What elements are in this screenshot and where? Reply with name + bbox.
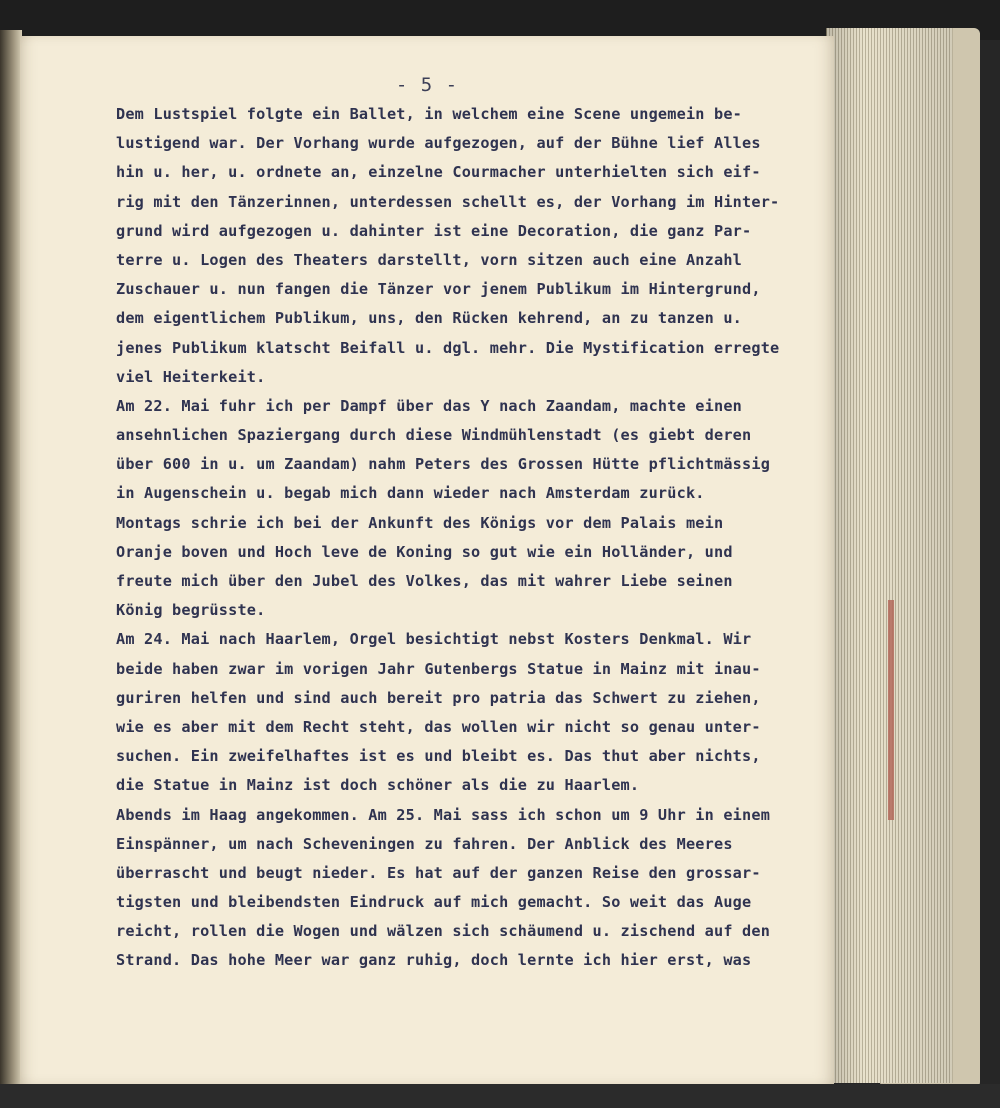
text-line: wie es aber mit dem Recht steht, das wollen wir nicht so genau unter- bbox=[116, 717, 761, 736]
page-stack-shadow bbox=[826, 28, 952, 1083]
text-line: dem eigentlichem Publikum, uns, den Rücken kehrend, an zu tanzen u. bbox=[116, 309, 743, 328]
text-line: überrascht und beugt nieder. Es hat auf der ganzen Reise den grossar- bbox=[116, 863, 761, 882]
bookmark-ribbon bbox=[888, 600, 894, 820]
text-line: Am 24. Mai nach Haarlem, Orgel besichtigt nebst Kosters Denkmal. Wir bbox=[116, 630, 752, 649]
text-line: über 600 in u. um Zaandam) nahm Peters des Grossen Hütte pflichtmässig bbox=[116, 455, 771, 474]
text-line: ansehnlichen Spaziergang durch diese Windmühlenstadt (es giebt deren bbox=[116, 426, 752, 445]
text-line: Abends im Haag angekommen. Am 25. Mai sass ich schon um 9 Uhr in einem bbox=[116, 805, 771, 824]
text-line: in Augenschein u. begab mich dann wieder nach Amsterdam zurück. bbox=[116, 484, 705, 503]
text-line: beide haben zwar im vorigen Jahr Gutenbergs Statue in Mainz mit inau- bbox=[116, 659, 761, 678]
text-line: lustigend war. Der Vorhang wurde aufgezogen, auf der Bühne lief Alles bbox=[116, 134, 761, 153]
background-bottom bbox=[0, 1084, 1000, 1108]
text-line: rig mit den Tänzerinnen, unterdessen schellt es, der Vorhang im Hinter- bbox=[116, 192, 780, 211]
text-line: reicht, rollen die Wogen und wälzen sich schäumend u. zischend auf den bbox=[116, 922, 771, 941]
text-line: die Statue in Mainz ist doch schöner als die zu Haarlem. bbox=[116, 776, 640, 795]
text-line: guriren helfen und sind auch bereit pro patria das Schwert zu ziehen, bbox=[116, 688, 761, 707]
text-line: Zuschauer u. nun fangen die Tänzer vor jenem Publikum im Hintergrund, bbox=[116, 280, 761, 299]
text-line: Oranje boven und Hoch leve de Koning so gut wie ein Holländer, und bbox=[116, 542, 733, 561]
typewritten-page bbox=[20, 36, 834, 1084]
text-line: suchen. Ein zweifelhaftes ist es und bleibt es. Das thut aber nichts, bbox=[116, 747, 761, 766]
text-line: jenes Publikum klatscht Beifall u. dgl. mehr. Die Mystification erregte bbox=[116, 338, 780, 357]
text-line: Einspänner, um nach Scheveningen zu fahren. Der Anblick des Meeres bbox=[116, 834, 733, 853]
text-line: Montags schrie ich bei der Ankunft des Königs vor dem Palais mein bbox=[116, 513, 724, 532]
text-line: grund wird aufgezogen u. dahinter ist eine Decoration, die ganz Par- bbox=[116, 221, 752, 240]
book-spine-left bbox=[0, 30, 22, 1108]
text-line: tigsten und bleibendsten Eindruck auf mich gemacht. So weit das Auge bbox=[116, 893, 752, 912]
text-line: hin u. her, u. ordnete an, einzelne Courmacher unterhielten sich eif- bbox=[116, 163, 761, 182]
page-number: - 5 - bbox=[395, 74, 459, 96]
text-line: Strand. Das hohe Meer war ganz ruhig, doch lernte ich hier erst, was bbox=[116, 951, 752, 970]
text-line: viel Heiterkeit. bbox=[116, 367, 266, 386]
text-line: Dem Lustspiel folgte ein Ballet, in welchem eine Scene ungemein be- bbox=[116, 105, 743, 123]
text-line: terre u. Logen des Theaters darstellt, vorn sitzen auch eine Anzahl bbox=[116, 250, 743, 269]
text-line: König begrüsste. bbox=[116, 601, 266, 620]
text-line: freute mich über den Jubel des Volkes, das mit wahrer Liebe seinen bbox=[116, 572, 733, 590]
page-text bbox=[116, 100, 816, 976]
text-line: Am 22. Mai fuhr ich per Dampf über das Y nach Zaandam, machte einen bbox=[116, 396, 743, 415]
